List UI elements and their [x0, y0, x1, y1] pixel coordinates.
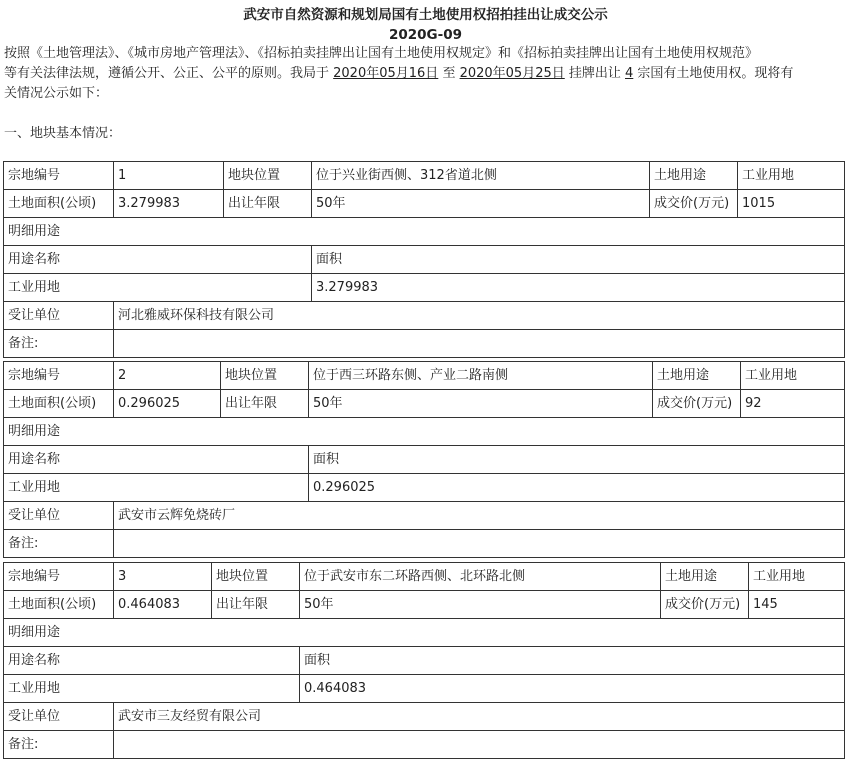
location-label: 地块位置 [224, 162, 312, 190]
detail-use-name: 工业用地 [4, 675, 300, 703]
area-value: 0.464083 [114, 591, 212, 619]
location-value: 位于武安市东二环路西侧、北环路北侧 [300, 563, 661, 591]
grantee-label: 受让单位 [4, 502, 114, 530]
parcel-no-label: 宗地编号 [4, 162, 114, 190]
parcel-no-value: 1 [114, 162, 224, 190]
land-use-value: 工业用地 [749, 563, 845, 591]
price-value: 92 [741, 390, 845, 418]
grantee-label: 受让单位 [4, 703, 114, 731]
grantee-value: 武安市三友经贸有限公司 [114, 703, 845, 731]
announcement-code: 2020G-09 [388, 27, 463, 43]
price-value: 1015 [738, 190, 845, 218]
use-area-header: 面积 [312, 246, 845, 274]
location-label: 地块位置 [221, 362, 309, 390]
parcel-table [3, 562, 845, 759]
use-area-header: 面积 [300, 647, 845, 675]
location-value: 位于兴业街西侧、312省道北侧 [312, 162, 650, 190]
land-use-value: 工业用地 [741, 362, 845, 390]
use-name-header: 用途名称 [4, 446, 309, 474]
detail-use-label: 明细用途 [4, 619, 845, 647]
detail-use-label: 明细用途 [4, 418, 845, 446]
land-use-label: 土地用途 [653, 362, 741, 390]
intro-text: 等有关法律法规，遵循公开、公正、公平的原则。我局于 [4, 66, 334, 81]
grantee-value: 武安市云辉免烧砖厂 [114, 502, 845, 530]
parcel-no-label: 宗地编号 [4, 362, 114, 390]
area-label: 土地面积(公顷) [4, 190, 114, 218]
parcel-table [3, 361, 845, 558]
detail-use-area: 0.296025 [309, 474, 845, 502]
detail-use-name: 工业用地 [4, 474, 309, 502]
parcel-table [3, 161, 845, 358]
remark-value [114, 530, 845, 558]
parcel-no-value: 2 [114, 362, 221, 390]
remark-value [114, 330, 845, 358]
remark-label: 备注: [4, 731, 114, 759]
area-value: 0.296025 [114, 390, 221, 418]
area-value: 3.279983 [114, 190, 224, 218]
use-area-header: 面积 [309, 446, 845, 474]
parcel-no-value: 3 [114, 563, 212, 591]
detail-use-label: 明细用途 [4, 218, 845, 246]
price-label: 成交价(万元) [650, 190, 738, 218]
grantee-value: 河北雅威环保科技有限公司 [114, 302, 845, 330]
detail-use-area: 0.464083 [300, 675, 845, 703]
price-label: 成交价(万元) [653, 390, 741, 418]
land-use-label: 土地用途 [650, 162, 738, 190]
term-label: 出让年限 [221, 390, 309, 418]
term-label: 出让年限 [224, 190, 312, 218]
detail-use-name: 工业用地 [4, 274, 312, 302]
term-value: 50年 [300, 591, 661, 619]
remark-label: 备注: [4, 530, 114, 558]
price-value: 145 [749, 591, 845, 619]
intro-text: 挂牌出让 [564, 66, 626, 81]
intro-line-3: 关情况公示如下： [4, 86, 109, 101]
term-value: 50年 [309, 390, 653, 418]
term-label: 出让年限 [212, 591, 300, 619]
end-date: 2020年05月25日 [459, 66, 565, 81]
remark-value [114, 731, 845, 759]
area-label: 土地面积(公顷) [4, 390, 114, 418]
intro-text: 宗国有土地使用权。现将有 [633, 66, 794, 81]
grantee-label: 受让单位 [4, 302, 114, 330]
land-use-value: 工业用地 [738, 162, 845, 190]
price-label: 成交价(万元) [661, 591, 749, 619]
use-name-header: 用途名称 [4, 647, 300, 675]
land-use-label: 土地用途 [661, 563, 749, 591]
term-value: 50年 [312, 190, 650, 218]
section-title: 一、地块基本情况： [4, 126, 122, 141]
intro-line-2 [4, 64, 844, 84]
parcel-count: 4 [625, 66, 634, 81]
detail-use-area: 3.279983 [312, 274, 845, 302]
location-label: 地块位置 [212, 563, 300, 591]
start-date: 2020年05月16日 [333, 66, 439, 81]
remark-label: 备注: [4, 330, 114, 358]
intro-text: 至 [438, 66, 460, 81]
page-title: 武安市自然资源和规划局国有土地使用权招拍挂出让成交公示 [243, 7, 608, 23]
parcel-no-label: 宗地编号 [4, 563, 114, 591]
area-label: 土地面积(公顷) [4, 591, 114, 619]
intro-paragraph [4, 44, 844, 104]
location-value: 位于西三环路东侧、产业二路南侧 [309, 362, 653, 390]
use-name-header: 用途名称 [4, 246, 312, 274]
intro-line-1: 按照《土地管理法》、《城市房地产管理法》、《招标拍卖挂牌出让国有土地使用权规定》和《招标拍卖挂牌出让国有土地使用权规范》 [4, 46, 759, 61]
